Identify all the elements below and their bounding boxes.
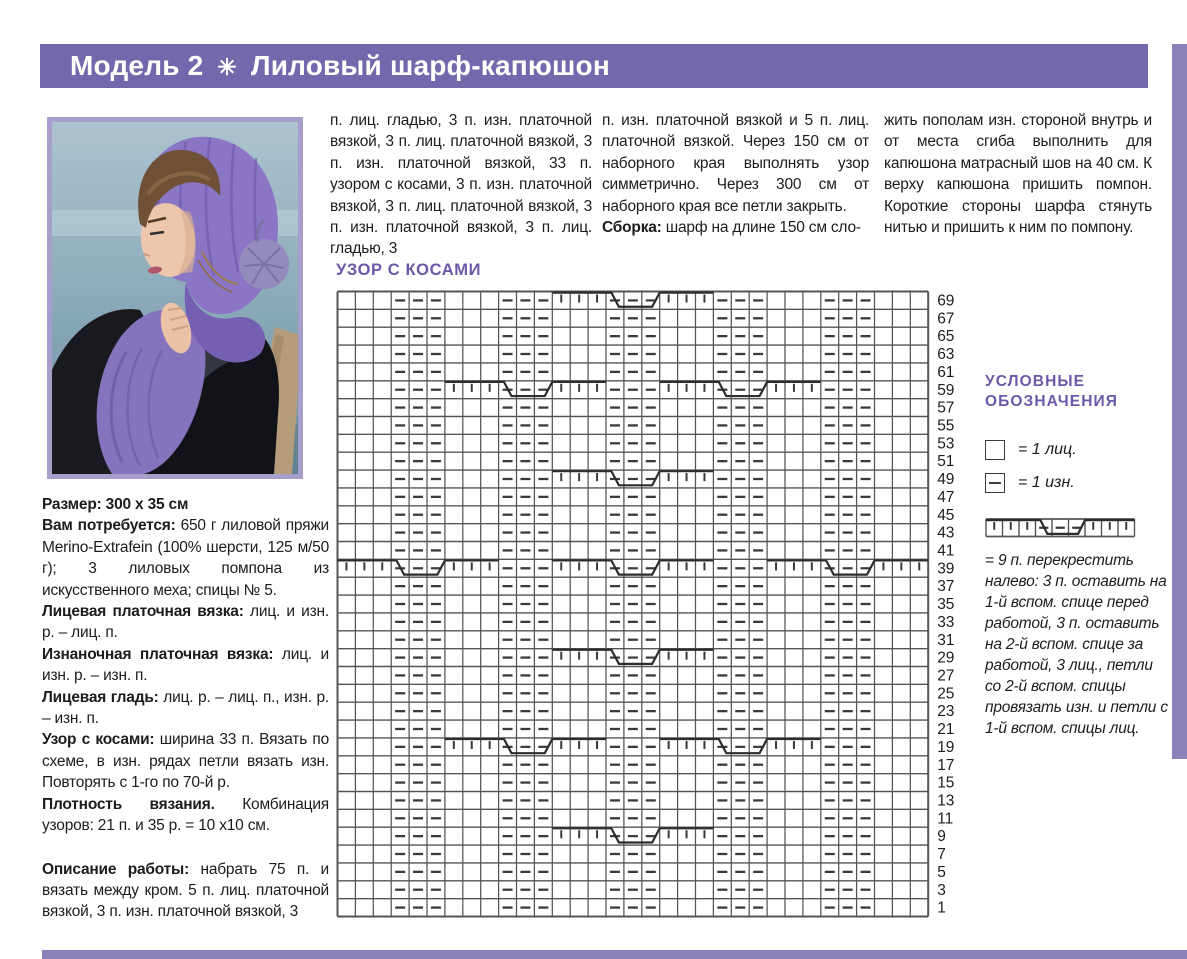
dash-square-symbol	[985, 473, 1005, 493]
chart-row-number: 35	[937, 596, 955, 614]
paragraph-materials: Вам потребуется: 650 г лиловой пряжи Merino-Extrafein (100% шерсти, 125 м/50 г); 3 лиловых помпона из искусственного меха; спицы № 5.	[42, 517, 329, 599]
chart-row-number: 37	[937, 578, 955, 596]
chart-row-number: 49	[937, 471, 955, 489]
paragraph-size	[42, 494, 329, 515]
legend-heading: УСЛОВНЫЕ ОБОЗНАЧЕНИЯ	[985, 373, 1118, 410]
chart-row-number: 69	[937, 292, 955, 310]
chart-row-number: 13	[937, 792, 955, 810]
legend-item-knit: = 1 лиц.	[985, 440, 1169, 460]
paragraph-work-description: Описание работы: набрать 75 п. и вязать между кром. 5 п. лиц. платочной вязкой, 3 п. изн. платочной вязкой, 3	[42, 860, 330, 921]
chart-row-number: 51	[937, 453, 955, 471]
chart-row-number: 45	[937, 506, 955, 524]
chart-row-number: 9	[937, 828, 946, 846]
chart-row-number: 55	[937, 417, 955, 435]
chart-heading: УЗОР С КОСАМИ	[336, 261, 482, 279]
instructions-column-4: жить пополам изн. стороной внутрь и от места сгиба выполнить для капюшона матрасный шов на 40 см. К верху капюшона пришить помпон. Короткие стороны шарфа стянуть нитью и пришить к ним по помпону.	[884, 112, 1152, 237]
legend	[985, 372, 1169, 739]
chart-row-number: 63	[937, 346, 955, 364]
paragraph-gauge: Плотность вязания. Комбинация узоров: 21 п. и 35 р. = 10 х10 см.	[42, 795, 329, 835]
chart-row-number: 41	[937, 542, 955, 560]
chart-row-number: 3	[937, 881, 946, 899]
chart-row-number: 25	[937, 685, 955, 703]
chart-row-number: 19	[937, 738, 955, 756]
chart-row-number: 61	[937, 363, 955, 381]
chart-row-number: 11	[937, 810, 954, 828]
paragraph-knit-garter: Лицевая платочная вязка: лиц. и изн. р. – лиц. п.	[42, 603, 330, 642]
bottom-margin-strip	[42, 950, 1187, 959]
chart-row-number: 5	[937, 863, 946, 881]
cable-pattern-chart	[336, 290, 976, 918]
chart-row-number: 31	[937, 631, 955, 649]
paragraph-cable-pattern: Узор с косами: ширина 33 п. Вязать по схеме, в изн. рядах петли вязать изн. Повторять с 1-го по 70-й р.	[42, 731, 330, 792]
size-label: Размер: 300 х 35 см	[42, 496, 189, 513]
legend-item-purl: = 1 изн.	[985, 473, 1169, 493]
chart-row-number: 65	[937, 328, 955, 346]
photo-woman-lilac-hood-scarf	[52, 122, 298, 474]
instructions-column-3: п. изн. платочной вязкой и 5 п. лиц. платочной вязкой. Через 150 см от наборного края выполнять узор симметрично. Через 300 см от наборного края все петли закрыть. Сборка: шарф на длине 150 см сло-	[602, 110, 869, 238]
chart-row-number: 23	[937, 703, 955, 721]
chart-row-number: 33	[937, 613, 955, 631]
chart-row-number: 59	[937, 381, 955, 399]
instructions-column-2: п. лиц. гладью, 3 п. изн. платочной вязкой, 3 п. лиц. платочной вязкой, 3 п. изн. платочной вязкой, 33 п. узором с косами, 3 п. изн. платочной вязкой, 3 п. лиц. платочной вязкой, 3 п. изн. платочной вязкой, 3 п. лиц. гладью, 3	[330, 112, 592, 258]
chart-row-number: 17	[937, 756, 955, 774]
instructions-column-1	[42, 494, 329, 923]
paragraph-stockinette: Лицевая гладь: лиц. р. – лиц. п., изн. р. – изн. п.	[42, 688, 329, 728]
chart-row-number: 21	[937, 721, 955, 739]
right-margin-strip	[1172, 44, 1187, 759]
chart-row-number: 67	[937, 310, 955, 328]
paragraph-purl-garter: Изнаночная платочная вязка: лиц. и изн. р. – изн. п.	[42, 645, 330, 685]
assembly-label: Сборка:	[602, 219, 662, 237]
cable-description: = 9 п. перекрестить налево: 3 п. оставить на 1-й вспом. спице перед работой, 3 п. оставить на 2-й вспом. спице за работой, 3 лиц., петли со 2-й вспом. спицы провязать изн. и петли с 1-й вспом. спицы лиц.	[985, 552, 1168, 737]
title-bar	[40, 44, 1148, 88]
chart-row-number: 47	[937, 488, 955, 506]
chart-row-number: 1	[937, 899, 946, 917]
chart-row-number: 57	[937, 399, 955, 417]
chart-row-number: 39	[937, 560, 955, 578]
chart-row-number: 29	[937, 649, 955, 667]
page-title: Лиловый шарф-капюшон	[250, 50, 610, 81]
chart-row-number: 7	[937, 846, 946, 864]
chart-row-number: 27	[937, 667, 955, 685]
empty-square-symbol	[985, 440, 1005, 460]
model-label: Модель 2	[70, 50, 204, 81]
cable-symbol	[985, 518, 1137, 538]
chart-row-number: 15	[937, 774, 955, 792]
chart-row-number: 43	[937, 524, 955, 542]
asterisk-icon: ✳	[217, 53, 237, 80]
chart-row-number: 53	[937, 435, 955, 453]
photo-frame	[47, 117, 303, 479]
materials-label: Вам потребуется:	[42, 517, 176, 535]
paragraph-assembly: Сборка: шарф на длине 150 см сло-	[602, 219, 861, 237]
